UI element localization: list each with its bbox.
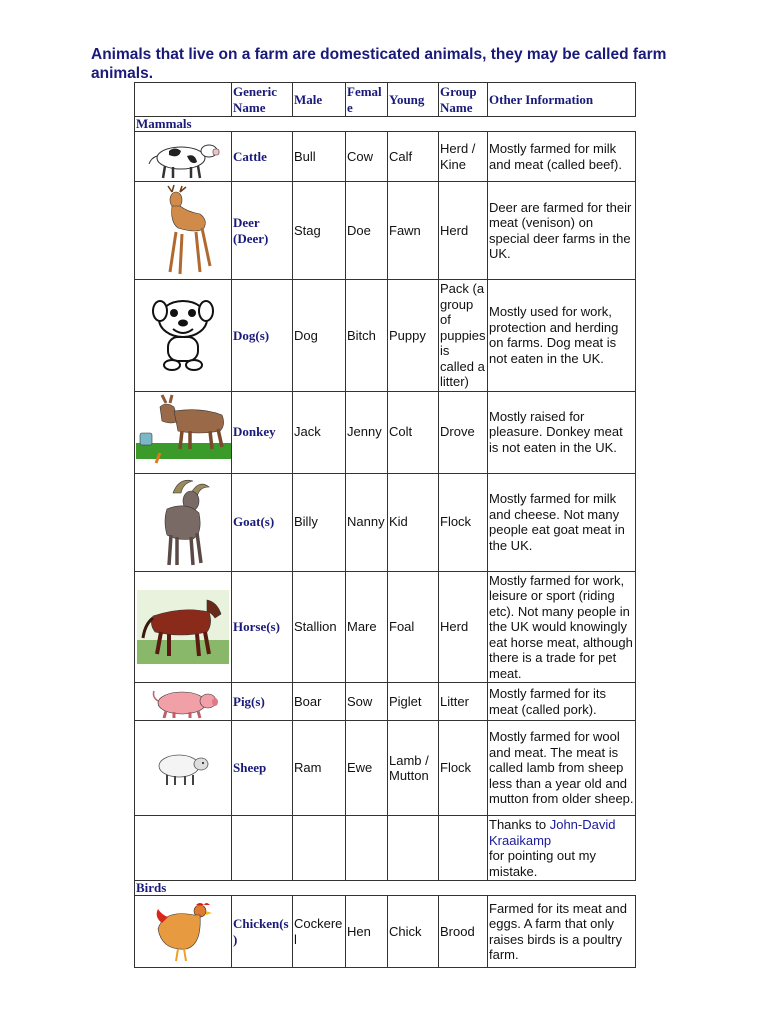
animal-name: Sheep bbox=[232, 721, 293, 816]
female-cell: Bitch bbox=[346, 280, 388, 392]
table-row bbox=[135, 280, 636, 392]
group-cell: Brood bbox=[439, 896, 488, 968]
info-cell: Mostly used for work, protection and herding on farms. Dog meat is not eaten in the UK. bbox=[488, 280, 636, 392]
female-cell: Ewe bbox=[346, 721, 388, 816]
young-cell: Piglet bbox=[388, 683, 439, 721]
sheep-icon bbox=[153, 748, 213, 788]
cow-icon bbox=[143, 134, 223, 180]
deer-icon bbox=[152, 184, 214, 278]
info-cell: Mostly farmed for wool and meat. The meat is called lamb from sheep less than a year old and mutton from older sheep. bbox=[488, 721, 636, 816]
image-column-header bbox=[135, 83, 232, 117]
page-heading: Animals that live on a farm are domesticated animals, they may be called farm animals. bbox=[91, 46, 667, 82]
female-cell: Jenny bbox=[346, 391, 388, 473]
table-header-row bbox=[135, 83, 636, 117]
thanks-prefix: Thanks to bbox=[489, 817, 547, 832]
section-label-birds: Birds bbox=[135, 881, 636, 896]
info-cell: Mostly farmed for milk and cheese. Not many people eat goat meat in the UK. bbox=[488, 473, 636, 571]
table-row bbox=[135, 391, 636, 473]
group-cell: Herd bbox=[439, 571, 488, 683]
section-label-mammals: Mammals bbox=[135, 117, 636, 132]
table-row bbox=[135, 896, 636, 968]
info-cell: Mostly raised for pleasure. Donkey meat is not eaten in the UK. bbox=[488, 391, 636, 473]
male-cell: Stallion bbox=[293, 571, 346, 683]
table-row bbox=[135, 182, 636, 280]
female-cell: Mare bbox=[346, 571, 388, 683]
young-header: Young bbox=[388, 83, 439, 117]
table-row bbox=[135, 683, 636, 721]
group-cell: Flock bbox=[439, 721, 488, 816]
goat-icon bbox=[153, 475, 213, 569]
contributor-link[interactable]: John-David Kraaikamp bbox=[489, 817, 616, 848]
animal-name: Pig(s) bbox=[232, 683, 293, 721]
horse-icon bbox=[137, 590, 229, 664]
info-cell: Mostly farmed for work, leisure or sport (riding etc). Not many people in the UK would knowingly eat horse meat, although there is a trade for pet meat. bbox=[488, 571, 636, 683]
group-cell: Drove bbox=[439, 391, 488, 473]
animal-name: Horse(s) bbox=[232, 571, 293, 683]
table-row bbox=[135, 816, 636, 881]
animal-name: Dog(s) bbox=[232, 280, 293, 392]
female-cell: Hen bbox=[346, 896, 388, 968]
male-cell: Boar bbox=[293, 683, 346, 721]
male-cell: Jack bbox=[293, 391, 346, 473]
animal-name: Cattle bbox=[232, 132, 293, 182]
male-cell: Cockerel bbox=[293, 896, 346, 968]
info-cell: Deer are farmed for their meat (venison) on special deer farms in the UK. bbox=[488, 182, 636, 280]
young-cell: Puppy bbox=[388, 280, 439, 392]
male-cell: Billy bbox=[293, 473, 346, 571]
table-row bbox=[135, 571, 636, 683]
young-cell: Foal bbox=[388, 571, 439, 683]
thanks-suffix: for pointing out my mistake. bbox=[489, 848, 596, 879]
female-header: Female bbox=[346, 83, 388, 117]
dog-icon bbox=[148, 297, 218, 373]
table-row bbox=[135, 721, 636, 816]
section-row-birds bbox=[135, 881, 636, 896]
table-row bbox=[135, 473, 636, 571]
generic-name-header: Generic Name bbox=[232, 83, 293, 117]
group-cell: Flock bbox=[439, 473, 488, 571]
male-cell: Stag bbox=[293, 182, 346, 280]
young-cell: Chick bbox=[388, 896, 439, 968]
male-cell: Bull bbox=[293, 132, 346, 182]
pig-icon bbox=[146, 685, 220, 719]
info-cell: Mostly farmed for milk and meat (called beef). bbox=[488, 132, 636, 182]
thanks-cell bbox=[488, 816, 636, 881]
female-cell: Cow bbox=[346, 132, 388, 182]
info-cell: Mostly farmed for its meat (called pork). bbox=[488, 683, 636, 721]
young-cell: Kid bbox=[388, 473, 439, 571]
animal-name: Donkey bbox=[232, 391, 293, 473]
young-cell: Calf bbox=[388, 132, 439, 182]
group-cell: Litter bbox=[439, 683, 488, 721]
male-cell: Dog bbox=[293, 280, 346, 392]
other-info-header: Other Information bbox=[488, 83, 636, 117]
female-cell: Sow bbox=[346, 683, 388, 721]
group-cell: Herd bbox=[439, 182, 488, 280]
group-cell: Herd / Kine bbox=[439, 132, 488, 182]
young-cell: Fawn bbox=[388, 182, 439, 280]
animal-name: Chicken(s) bbox=[232, 896, 293, 968]
table-row bbox=[135, 132, 636, 182]
animal-name: Goat(s) bbox=[232, 473, 293, 571]
female-cell: Nanny bbox=[346, 473, 388, 571]
farm-animals-table bbox=[134, 82, 636, 968]
young-cell: Lamb / Mutton bbox=[388, 721, 439, 816]
group-cell: Pack (a group of puppies is called a litter) bbox=[440, 281, 486, 389]
female-cell: Doe bbox=[346, 182, 388, 280]
young-cell: Colt bbox=[388, 391, 439, 473]
animal-name: Deer (Deer) bbox=[232, 182, 293, 280]
chicken-icon bbox=[152, 899, 214, 965]
male-cell: Ram bbox=[293, 721, 346, 816]
group-name-header: Group Name bbox=[439, 83, 488, 117]
info-cell: Farmed for its meat and eggs. A farm that only raises birds is a poultry farm. bbox=[488, 896, 636, 968]
donkey-icon bbox=[136, 393, 232, 471]
section-row-mammals bbox=[135, 117, 636, 132]
male-header: Male bbox=[293, 83, 346, 117]
